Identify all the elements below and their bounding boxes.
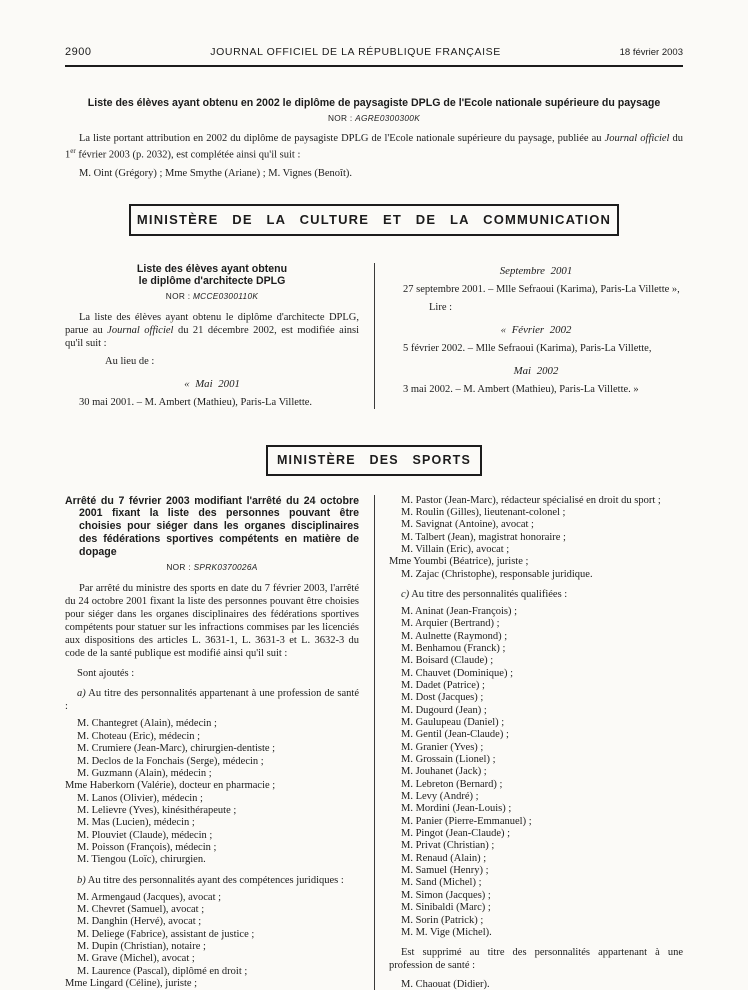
item-text: Au titre des personnalités appartenant à une profession de santé : [65,688,359,713]
list-entry: M. Samuel (Henry) ; [401,865,489,877]
list-sante [65,718,359,866]
journal-officiel-ref: Journal officiel [107,324,174,336]
paragraph-text: La liste des élèves ayant obtenu le diplôme d'architecte DPLG, parue au [65,311,359,336]
item-text: Au titre des personnalités ayant des compétences juridiques : [85,874,344,886]
suppressed-name: M. Chaouat (Didier). [401,979,490,990]
list-entry: M. Chauvet (Dominique) ; [401,667,513,679]
title-line: le diplôme d'architecte DPLG [138,275,286,287]
list-entry: M. Levy (André) ; [401,791,479,803]
list-entry: M. Villain (Eric), avocat ; [401,543,510,555]
month-heading-septembre-2001: Septembre 2001 [499,264,573,277]
architecte-title [65,263,359,288]
list-entry: M. Dupin (Christian), notaire ; [77,940,206,952]
list-entry: M. Savignat (Antoine), avocat ; [401,519,534,531]
item-marker: a) [77,688,86,700]
item-text: Au titre des personnalités qualifiées : [409,588,568,600]
list-entry: M. Jouhanet (Jack) ; [401,766,487,778]
nor-line [65,562,359,572]
list-entry: M. Aninat (Jean-François) ; [401,605,518,617]
notice-paragraph [65,132,683,162]
architecte-paragraph [65,311,359,350]
list-entry: M. Declos de la Fonchais (Serge), médecin ; [77,755,264,767]
list-entry: M. M. Vige (Michel). [401,926,492,938]
entry-mai-2002: 3 mai 2002. – M. Ambert (Mathieu), Paris-La Villette. » [403,383,639,395]
item-b-heading [65,874,359,887]
list-entry: M. Panier (Pierre-Emmanuel) ; [401,815,532,827]
list-entry: M. Sorin (Patrick) ; [401,914,484,926]
sports-left-column [65,495,374,990]
list-entry: M. Grossain (Lionel) ; [401,754,496,766]
list-entry: M. Armengaud (Jacques), avocat ; [77,891,222,903]
culture-columns [65,263,683,409]
list-entry: M. Renaud (Alain) ; [401,852,487,864]
entry-mai-2001: 30 mai 2001. – M. Ambert (Mathieu), Paris-La Villette. [79,396,313,408]
paragraph-text: février 2003 (p. 2032), est complétée ainsi qu'il suit : [75,149,301,161]
list-entry: M. Benhamou (Franck) ; [401,642,506,654]
culture-right-column [374,263,683,409]
list-entry: M. Grave (Michel), avocat ; [77,953,195,965]
ordinal-sup: er [70,147,76,155]
list-entry: M. Arquier (Bertrand) ; [401,618,500,630]
title-line: Liste des élèves ayant obtenu [136,262,288,275]
list-entry: M. Sinibaldi (Marc) ; [401,902,491,914]
item-a-heading [65,687,359,713]
list-entry: Mme Haberkorn (Valérie), docteur en pharmacie ; [65,780,276,792]
column-divider [374,263,375,409]
list-entry: M. Deliege (Fabrice), assistant de justice ; [77,928,255,940]
list-entry: M. Chevret (Samuel), avocat ; [77,903,205,915]
list-entry: M. Talbert (Jean), magistrat honoraire ; [401,531,566,543]
page-header [65,0,683,58]
list-entry: M. Dost (Jacques) ; [401,692,484,704]
entry-septembre-2001: 27 septembre 2001. – Mlle Sefraoui (Karima), Paris-La Villette », [403,283,680,295]
list-entry: M. Sand (Michel) ; [401,877,482,889]
list-entry: M. Pastor (Jean-Marc), rédacteur spécialisé en droit du sport ; [401,494,661,506]
list-entry: M. Crumiere (Jean-Marc), chirurgien-dentiste ; [77,743,276,755]
list-entry: M. Lanos (Olivier), médecin ; [77,792,203,804]
nor-line [65,113,683,123]
list-entry: M. Pingot (Jean-Claude) ; [401,828,511,840]
list-entry: M. Boisard (Claude) ; [401,655,494,667]
paragraph-text: du 1 [65,133,683,161]
list-entry: M. Dadet (Patrice) ; [401,679,485,691]
nor-label: NOR : [327,113,353,123]
list-entry: M. Simon (Jacques) ; [401,889,491,901]
au-lieu-de: Au lieu de : [105,355,155,367]
paragraph-text: du 21 décembre 2002, est modifiée ainsi qu'il suit : [65,324,359,349]
arrete-title: Arrêté du 7 février 2003 modifiant l'arrêté du 24 octobre 2001 fixant la liste des personnes pouvant être choisies pour siéger dans les organes disciplinaires des fédérations sportives compétents en matière de dopage [65,494,359,558]
nor-value: MCCE0300110K [192,290,259,301]
sont-ajoutes: Sont ajoutés : [77,668,135,680]
list-entry: M. Gentil (Jean-Claude) ; [401,729,509,741]
list-entry: M. Plouviet (Claude), médecin ; [77,829,213,841]
month-heading-mai-2002: Mai 2002 [513,364,559,377]
list-juridique-left [65,892,359,990]
list-entry: M. Granier (Yves) ; [401,741,484,753]
list-entry: M. Choteau (Eric), médecin ; [77,730,201,742]
column-divider [374,495,375,990]
nor-label: NOR : [165,290,191,301]
list-entry: M. Danghin (Hervé), avocat ; [77,916,202,928]
nor-value: AGRE0300300K [355,113,421,123]
list-entry: M. Tiengou (Loïc), chirurgien. [77,854,206,866]
list-qualifiees [389,606,683,939]
list-entry: M. Zajac (Christophe), responsable juridique. [401,568,593,580]
list-entry: M. Mordini (Jean-Louis) ; [401,803,512,815]
sports-right-column [374,495,683,990]
list-juridique-right [389,495,683,581]
culture-left-column [65,263,374,409]
list-entry: M. Lebreton (Bernard) ; [401,778,503,790]
arrete-intro: Par arrêté du ministre des sports en date du 7 février 2003, l'arrêté du 24 octobre 2001 fixant la liste des personnes pouvant être choisies pour siéger dans les organes disciplinaires des fédérations sportives compétents pour statuer sur les infractions commises par les licenciés aux dispositions des articles L. 3631-1, L. 3631-3 et L. 3632-3 du code de la santé publique est modifié ainsi qu'il suit : [65,583,359,660]
issue-date: 18 février 2003 [619,47,683,58]
item-c-heading [389,588,683,601]
suppression-paragraph: Est supprimé au titre des personnalités appartenant à une profession de santé : [389,947,683,972]
nor-line [65,291,359,301]
laureates-line: M. Oint (Grégory) ; Mme Smythe (Ariane) ; M. Vignes (Benoît). [79,167,353,179]
ministry-banner-sports: MINISTÈRE DES SPORTS [266,445,482,476]
notice-title: Liste des élèves ayant obtenu en 2002 le diplôme de paysagiste DPLG de l'Ecole nationale supérieure du paysage [87,97,661,109]
item-marker: b) [77,874,86,886]
list-entry: M. Privat (Christian) ; [401,840,495,852]
notice-paysagiste [65,97,683,180]
page-number: 2900 [65,46,92,58]
month-heading-mai-2001: « Mai 2001 [184,377,240,390]
list-entry: M. Gaulupeau (Daniel) ; [401,717,505,728]
list-entry: M. Mas (Lucien), médecin ; [77,817,195,829]
lire-label: Lire : [429,301,453,313]
list-entry: Mme Lingard (Céline), juriste ; [65,978,198,990]
sports-columns [65,495,683,990]
month-heading-fevrier-2002: « Février 2002 [500,323,572,336]
list-entry: M. Chantegret (Alain), médecin ; [77,718,217,730]
nor-label: NOR : [166,562,191,573]
list-entry: M. Guzmann (Alain), médecin ; [77,767,212,779]
journal-officiel-ref: Journal officiel [604,133,670,144]
list-entry: M. Laurence (Pascal), diplômé en droit ; [77,965,248,977]
list-entry: M. Lelievre (Yves), kinésithérapeute ; [77,804,237,816]
list-entry: M. Dugourd (Jean) ; [401,704,487,716]
list-entry: M. Poisson (François), médecin ; [77,841,217,853]
item-marker: c) [401,588,410,600]
paragraph-text: La liste portant attribution en 2002 du diplôme de paysagiste DPLG de l'Ecole nationale supérieure du paysage, publiée au [79,133,605,144]
list-entry: Mme Youmbi (Béatrice), juriste ; [389,556,529,568]
entry-fevrier-2002: 5 février 2002. – Mlle Sefraoui (Karima), Paris-La Villette, [403,342,652,354]
list-entry: M. Roulin (Gilles), lieutenant-colonel ; [401,506,566,518]
list-entry: M. Aulnette (Raymond) ; [401,630,508,642]
ministry-banner-culture: MINISTÈRE DE LA CULTURE ET DE LA COMMUNICATION [129,204,619,236]
nor-value: SPRK0370026A [193,562,258,573]
journal-title: JOURNAL OFFICIEL DE LA RÉPUBLIQUE FRANÇAISE [210,46,501,58]
header-rule [65,65,683,67]
